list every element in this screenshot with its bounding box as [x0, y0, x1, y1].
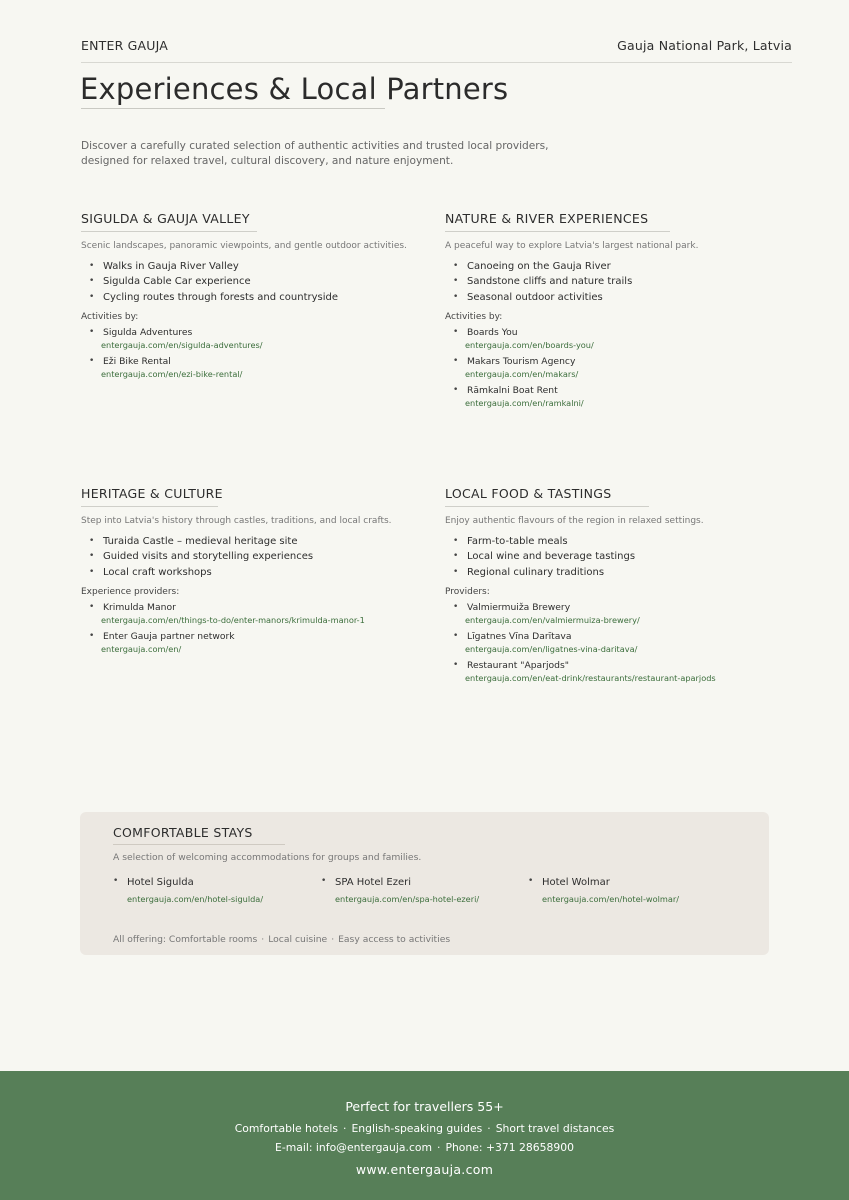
footer-phone[interactable]: Phone: +371 28658900 — [445, 1141, 574, 1154]
feature-item: • Walks in Gauja River Valley — [89, 259, 421, 274]
feature-item: • Farm-to-table meals — [453, 534, 785, 549]
section-food — [445, 486, 785, 689]
offering-label: All offering: — [113, 934, 166, 945]
feature-list — [453, 259, 785, 305]
section-nature — [445, 211, 785, 414]
footer-email[interactable]: E-mail: info@entergauja.com — [275, 1141, 432, 1154]
provider-link[interactable]: entergauja.com/en/makars/ — [465, 369, 579, 380]
provider-link[interactable]: entergauja.com/en/ — [101, 644, 182, 655]
section-heading: NATURE & RIVER EXPERIENCES — [445, 211, 649, 226]
provider-list — [89, 327, 421, 381]
provider-list — [89, 602, 421, 656]
hotel-item — [321, 876, 521, 905]
providers-label: Activities by: — [81, 312, 139, 323]
footer-website-link[interactable]: www.entergauja.com — [355, 1162, 494, 1177]
section-sigulda — [81, 211, 421, 385]
footer-contact: E-mail: info@entergauja.com · Phone: +371 28658900 — [275, 1141, 574, 1154]
offering-item: Comfortable rooms — [168, 934, 258, 945]
feature-item: • Cycling routes through forests and countryside — [89, 290, 421, 305]
stays-heading: COMFORTABLE STAYS — [113, 825, 253, 840]
feature-item: • Guided visits and storytelling experiences — [89, 549, 421, 564]
providers-label: Providers: — [445, 587, 490, 598]
provider-link[interactable]: entergauja.com/en/ligatnes-vina-daritava/ — [465, 644, 638, 655]
feature-list — [453, 534, 785, 580]
feature-item: • Local wine and beverage tastings — [453, 549, 785, 564]
header-location: Gauja National Park, Latvia — [617, 38, 792, 53]
brand-name: ENTER GAUJA — [81, 38, 169, 53]
offering-line: All offering: Comfortable rooms · Local cuisine · Easy access to activities — [113, 934, 451, 945]
feature-item: • Seasonal outdoor activities — [453, 290, 785, 305]
page-footer — [0, 1071, 849, 1200]
section-heading: SIGULDA & GAUJA VALLEY — [81, 211, 250, 226]
section-heading: LOCAL FOOD & TASTINGS — [445, 486, 612, 501]
offering-item: Local cuisine — [268, 934, 328, 945]
provider-name: • Makars Tourism Agency — [467, 356, 576, 368]
feature-item: • Turaida Castle – medieval heritage site — [89, 534, 421, 549]
feature-list — [89, 259, 421, 305]
provider-item — [89, 327, 421, 352]
hotel-item — [113, 876, 313, 905]
provider-link[interactable]: entergauja.com/en/sigulda-adventures/ — [101, 340, 263, 351]
stays-description: A selection of welcoming accommodations for groups and families. — [113, 852, 422, 863]
provider-name: • Valmiermuiža Brewery — [467, 602, 571, 614]
hotel-link[interactable]: entergauja.com/en/hotel-wolmar/ — [542, 894, 679, 904]
provider-name: • Enter Gauja partner network — [103, 631, 235, 643]
provider-name: • Krimulda Manor — [103, 602, 176, 614]
provider-list — [453, 327, 785, 410]
heading-divider — [81, 231, 257, 232]
hotel-name: • Hotel Wolmar — [542, 877, 610, 888]
provider-link[interactable]: entergauja.com/en/valmiermuiza-brewery/ — [465, 615, 640, 626]
footer-feature: English-speaking guides — [351, 1122, 483, 1135]
section-description: Scenic landscapes, panoramic viewpoints, and gentle outdoor activities. — [81, 241, 407, 251]
heading-divider — [81, 506, 218, 507]
title-underline — [81, 108, 385, 109]
providers-label: Experience providers: — [81, 587, 180, 598]
provider-item — [453, 631, 785, 656]
footer-features: Comfortable hotels · English-speaking guides · Short travel distances — [234, 1122, 615, 1135]
provider-item — [453, 660, 785, 685]
provider-link[interactable]: entergauja.com/en/eat-drink/restaurants/restaurant-aparjods — [465, 673, 716, 684]
provider-item — [89, 602, 421, 627]
footer-feature: Comfortable hotels — [234, 1122, 338, 1135]
section-description: A peaceful way to explore Latvia's largest national park. — [445, 241, 699, 251]
hotel-name: • SPA Hotel Ezeri — [335, 877, 412, 888]
page-header — [81, 38, 792, 53]
provider-name: • Eži Bike Rental — [103, 356, 171, 368]
feature-item: • Canoeing on the Gauja River — [453, 259, 785, 274]
provider-item — [89, 356, 421, 381]
footer-feature: Short travel distances — [495, 1122, 615, 1135]
provider-item — [453, 356, 785, 381]
provider-name: • Līgatnes Vīna Darītava — [467, 631, 572, 643]
feature-item: • Local craft workshops — [89, 565, 421, 580]
providers-label: Activities by: — [445, 312, 503, 323]
provider-item — [453, 602, 785, 627]
heading-divider — [445, 231, 670, 232]
feature-list — [89, 534, 421, 580]
page-title: Experiences & Local Partners — [80, 72, 509, 106]
provider-name: • Restaurant "Aparjods" — [467, 660, 569, 672]
provider-name: • Sigulda Adventures — [103, 327, 193, 339]
heading-divider — [445, 506, 649, 507]
provider-link[interactable]: entergauja.com/en/things-to-do/enter-manors/krimulda-manor-1 — [101, 615, 365, 626]
hotel-link[interactable]: entergauja.com/en/hotel-sigulda/ — [127, 894, 264, 904]
section-heading: HERITAGE & CULTURE — [81, 486, 223, 501]
feature-item: • Sigulda Cable Car experience — [89, 274, 421, 289]
intro-text: Discover a carefully curated selection of authentic activities and trusted local providers, designed for relaxed travel, cultural discovery, and nature enjoyment. — [81, 140, 549, 167]
section-description: Step into Latvia's history through castles, traditions, and local crafts. — [81, 516, 392, 526]
provider-name: • Rāmkalni Boat Rent — [467, 385, 558, 397]
hotel-item — [528, 876, 728, 905]
feature-item: • Sandstone cliffs and nature trails — [453, 274, 785, 289]
hotel-link[interactable]: entergauja.com/en/spa-hotel-ezeri/ — [335, 894, 480, 904]
provider-link[interactable]: entergauja.com/en/boards-you/ — [465, 340, 594, 351]
feature-item: • Regional culinary traditions — [453, 565, 785, 580]
provider-list — [453, 602, 785, 685]
provider-item — [89, 631, 421, 656]
heading-divider — [113, 844, 285, 845]
provider-item — [453, 385, 785, 410]
provider-link[interactable]: entergauja.com/en/ezi-bike-rental/ — [101, 369, 243, 380]
stays-panel — [80, 812, 769, 955]
footer-tagline: Perfect for travellers 55+ — [345, 1099, 504, 1114]
provider-item — [453, 327, 785, 352]
section-description: Enjoy authentic flavours of the region in relaxed settings. — [445, 516, 704, 526]
section-heritage — [81, 486, 421, 660]
header-divider — [81, 62, 792, 63]
provider-name: • Boards You — [467, 327, 518, 339]
hotel-name: • Hotel Sigulda — [127, 877, 194, 888]
offering-item: Easy access to activities — [338, 934, 451, 945]
provider-link[interactable]: entergauja.com/en/ramkalni/ — [465, 398, 584, 409]
